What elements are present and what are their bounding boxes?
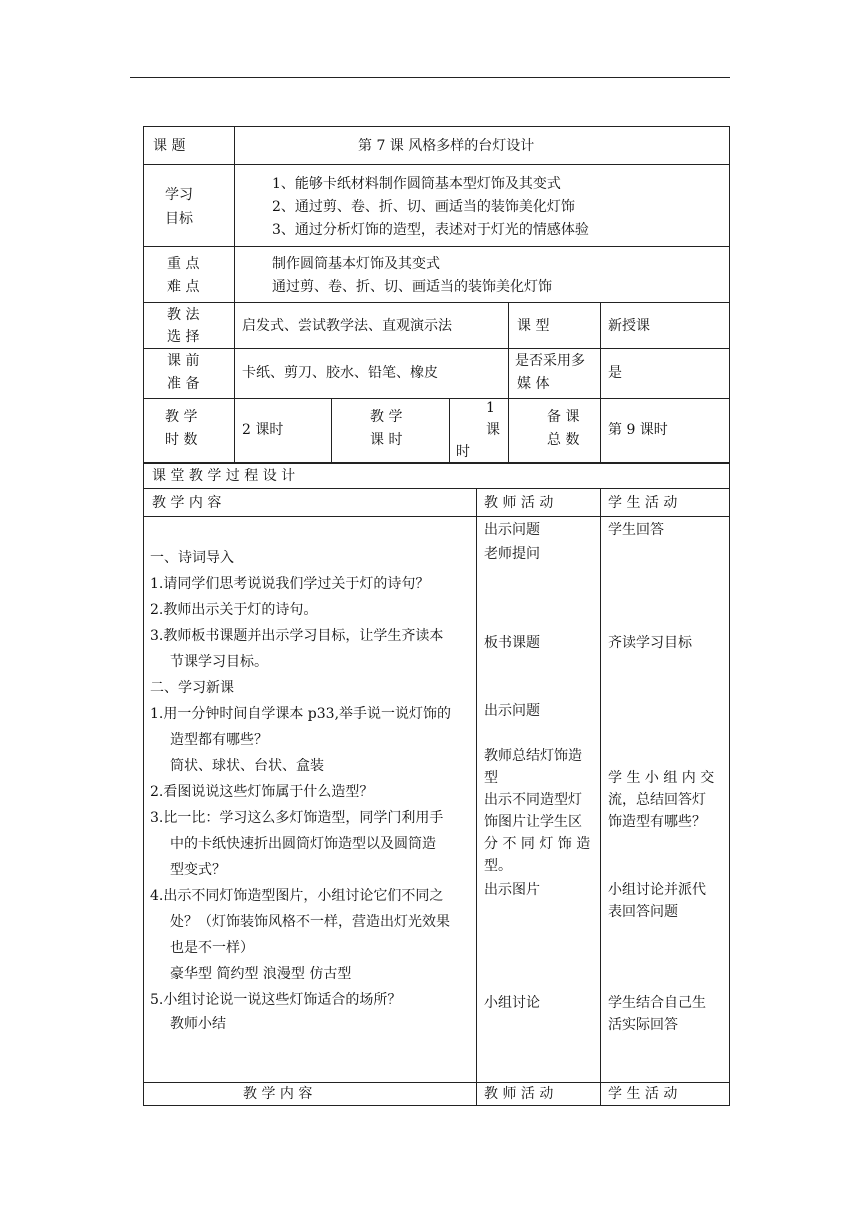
content-line: 一、诗词导入 bbox=[150, 550, 234, 566]
teacher-line: 分 不 同 灯 饰 造 bbox=[484, 836, 591, 852]
teacher-line: 出示问题 bbox=[484, 703, 540, 719]
col-divider bbox=[600, 488, 601, 1106]
teacher-line: 老师提问 bbox=[484, 546, 540, 562]
student-line: 齐读学习目标 bbox=[608, 635, 692, 651]
time-label-1: 教 学 bbox=[165, 409, 198, 425]
method-value: 启发式、尝试教学法、直观演示法 bbox=[242, 318, 452, 334]
footer-content-header: 教 学 内 容 bbox=[243, 1086, 313, 1102]
goal-item: 3、通过分析灯饰的造型，表述对于灯光的情感体验 bbox=[272, 222, 589, 238]
content-line: 2.看图说说这些灯饰属于什么造型？ bbox=[150, 784, 374, 800]
total-label-1: 备 课 bbox=[547, 409, 580, 425]
type-label: 课 型 bbox=[517, 318, 550, 334]
media-label-1: 是否采用多 bbox=[515, 353, 585, 369]
teacher-line: 出示问题 bbox=[484, 522, 540, 538]
content-line: 也是不一样） bbox=[170, 940, 254, 956]
goal-item: 1、能够卡纸材料制作圆筒基本型灯饰及其变式 bbox=[272, 176, 561, 192]
teacher-line: 出示图片 bbox=[484, 882, 540, 898]
col-divider bbox=[449, 398, 450, 463]
row-divider bbox=[143, 348, 730, 349]
key-label-2: 难 点 bbox=[167, 279, 200, 295]
student-line: 小组讨论并派代 bbox=[608, 882, 706, 898]
content-line: 4.出示不同灯饰造型图片，小组讨论它们不同之 bbox=[150, 888, 444, 904]
goals-label-1: 学习 bbox=[165, 187, 193, 203]
footer-student-header: 学 生 活 动 bbox=[608, 1086, 678, 1102]
class-time-value-1: 1 bbox=[486, 400, 495, 416]
content-line: 教师小结 bbox=[170, 1016, 226, 1032]
media-value: 是 bbox=[608, 365, 622, 381]
col-divider bbox=[508, 398, 509, 463]
content-line: 2.教师出示关于灯的诗句。 bbox=[150, 602, 318, 618]
content-line: 型变式？ bbox=[170, 862, 226, 878]
media-label-2: 媒 体 bbox=[517, 376, 550, 392]
column-header-content: 教 学 内 容 bbox=[152, 495, 222, 511]
page-header-rule bbox=[130, 77, 730, 78]
student-line: 学生回答 bbox=[608, 522, 664, 538]
content-line: 中的卡纸快速折出圆筒灯饰造型以及圆筒造 bbox=[170, 836, 436, 852]
teacher-line: 饰图片让学生区 bbox=[484, 814, 582, 830]
key-point: 通过剪、卷、折、切、画适当的装饰美化灯饰 bbox=[272, 279, 552, 295]
col-divider bbox=[331, 398, 332, 463]
goal-item: 2、通过剪、卷、折、切、画适当的装饰美化灯饰 bbox=[272, 199, 575, 215]
row-divider bbox=[143, 246, 730, 247]
time-value: 2 课时 bbox=[242, 422, 284, 438]
key-label-1: 重 点 bbox=[167, 256, 200, 272]
content-line: 处？（灯饰装饰风格不一样，营造出灯光效果 bbox=[170, 914, 450, 930]
content-line: 豪华型 简约型 浪漫型 仿古型 bbox=[170, 966, 352, 982]
student-line: 学生结合自己生 bbox=[608, 995, 706, 1011]
content-line: 3.比一比：学习这么多灯饰造型，同学门利用手 bbox=[150, 810, 444, 826]
class-time-label-1: 教 学 bbox=[370, 409, 403, 425]
content-line: 1.请同学们思考说说我们学过关于灯的诗句？ bbox=[150, 576, 430, 592]
student-line: 学 生 小 组 内 交 bbox=[608, 770, 715, 786]
type-value: 新授课 bbox=[608, 318, 650, 334]
content-line: 5.小组讨论说一说这些灯饰适合的场所？ bbox=[150, 992, 402, 1008]
content-line: 3.教师板书课题并出示学习目标，让学生齐读本 bbox=[150, 628, 444, 644]
student-line: 流，总结回答灯 bbox=[608, 792, 706, 808]
content-line: 二、学习新课 bbox=[150, 680, 234, 696]
column-header-student: 学 生 活 动 bbox=[608, 495, 678, 511]
teacher-line: 小组讨论 bbox=[484, 995, 540, 1011]
teacher-line: 板书课题 bbox=[484, 635, 540, 651]
student-line: 活实际回答 bbox=[608, 1017, 678, 1033]
col-divider bbox=[234, 126, 235, 463]
row-divider bbox=[143, 516, 730, 517]
content-line: 造型都有哪些？ bbox=[170, 732, 268, 748]
student-line: 表回答问题 bbox=[608, 904, 678, 920]
topic-value: 第 7 课 风格多样的台灯设计 bbox=[358, 138, 535, 154]
total-label-2: 总 数 bbox=[547, 432, 580, 448]
student-line: 饰造型有哪些？ bbox=[608, 814, 706, 830]
process-title: 课 堂 教 学 过 程 设 计 bbox=[152, 468, 296, 484]
method-label-2: 选 择 bbox=[167, 329, 200, 345]
prep-label-1: 课 前 bbox=[167, 353, 200, 369]
class-time-value-2: 课 bbox=[486, 422, 500, 438]
content-line: 1.用一分钟时间自学课本 p33,举手说一说灯饰的 bbox=[150, 706, 452, 722]
class-time-value-3: 时 bbox=[456, 444, 470, 460]
key-point: 制作圆筒基本灯饰及其变式 bbox=[272, 256, 440, 272]
content-line: 节课学习目标。 bbox=[170, 654, 268, 670]
total-value: 第 9 课时 bbox=[608, 422, 668, 438]
row-divider bbox=[143, 302, 730, 303]
teacher-line: 教师总结灯饰造 bbox=[484, 748, 582, 764]
column-header-teacher: 教 师 活 动 bbox=[484, 495, 554, 511]
prep-label-2: 准 备 bbox=[167, 376, 200, 392]
col-divider bbox=[600, 302, 601, 463]
teacher-line: 型。 bbox=[484, 858, 512, 874]
topic-label: 课 题 bbox=[153, 138, 186, 154]
col-divider bbox=[508, 302, 509, 398]
content-line: 筒状、球状、台状、盒装 bbox=[170, 758, 324, 774]
teacher-line: 出示不同造型灯 bbox=[484, 792, 582, 808]
row-divider bbox=[143, 398, 730, 399]
prep-value: 卡纸、剪刀、胶水、铅笔、橡皮 bbox=[242, 365, 438, 381]
class-time-label-2: 课 时 bbox=[370, 432, 403, 448]
goals-label-2: 目标 bbox=[165, 211, 193, 227]
footer-teacher-header: 教 师 活 动 bbox=[484, 1086, 554, 1102]
row-divider bbox=[143, 164, 730, 165]
row-divider bbox=[143, 488, 730, 489]
method-label-1: 教 法 bbox=[167, 307, 200, 323]
teacher-line: 型 bbox=[484, 770, 498, 786]
col-divider bbox=[476, 488, 477, 1106]
time-label-2: 时 数 bbox=[165, 432, 198, 448]
